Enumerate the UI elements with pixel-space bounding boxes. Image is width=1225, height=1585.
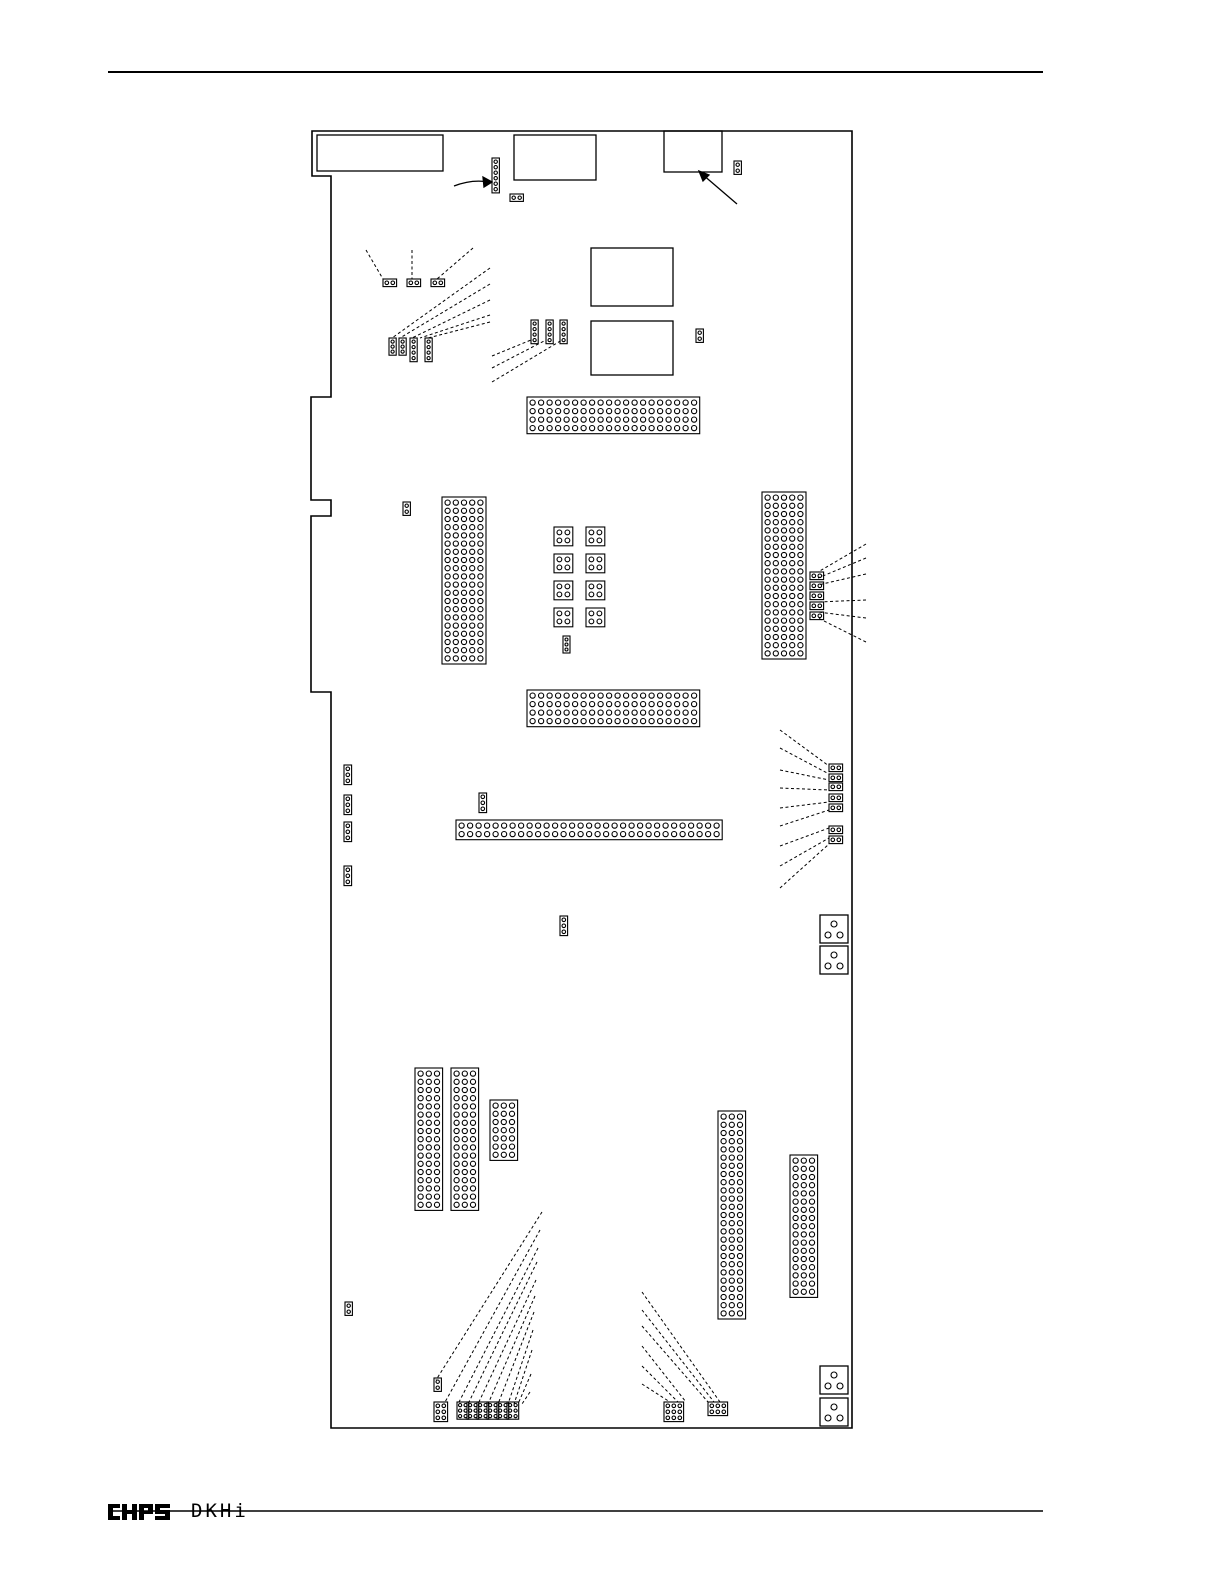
jumper-block-3 — [554, 554, 573, 573]
jumper-bottom-1 — [434, 1402, 448, 1422]
leader-line — [492, 340, 562, 382]
leader-line — [478, 1280, 536, 1404]
connector-bottom-left-a — [415, 1068, 443, 1210]
leader-line — [366, 250, 383, 279]
jumper-block-8 — [586, 608, 605, 627]
jumper-block-2 — [586, 527, 605, 546]
top-chip-b — [664, 131, 722, 172]
jumper-h2 — [407, 279, 421, 287]
leader-line — [818, 574, 866, 585]
leader-line — [780, 802, 829, 808]
chip-upper — [591, 248, 673, 306]
jumper-right-lower-1 — [829, 764, 843, 772]
jumper-left-2 — [344, 795, 352, 815]
pad-hole — [825, 932, 831, 938]
top-chip-a — [514, 135, 596, 180]
jumper-right-lower-6 — [829, 836, 843, 844]
connector-bottom-right-b — [790, 1155, 818, 1297]
jumper-bottom-7 — [507, 1402, 519, 1419]
jumper-left-3 — [344, 822, 352, 842]
jumper-left-4 — [344, 866, 352, 886]
leader-line — [437, 248, 473, 279]
jumper-block-4 — [586, 554, 605, 573]
connector-long-horizontal — [456, 820, 722, 840]
jumper-right-lower-x — [829, 783, 843, 791]
jumper-h3 — [431, 279, 445, 287]
chip-lower — [591, 321, 673, 375]
leader-line — [818, 558, 866, 578]
jumper-h1 — [383, 279, 397, 287]
pad-hole — [831, 1372, 837, 1378]
leader-line — [642, 1292, 720, 1402]
connector-left-vertical — [442, 497, 486, 664]
leader-line — [492, 340, 546, 368]
pad-hole — [825, 1415, 831, 1421]
leader-line — [818, 544, 866, 572]
connector-bottom-right-a — [718, 1111, 746, 1319]
leader-line — [818, 618, 866, 642]
leader-line — [818, 612, 866, 618]
jumper-v7 — [560, 320, 567, 344]
jumper-block-5 — [554, 581, 573, 600]
jumper-center-3pin — [479, 793, 487, 813]
connector-bottom-left-b — [451, 1068, 479, 1210]
leader-line — [780, 770, 829, 780]
leader-line — [518, 1374, 531, 1404]
pad-square-4 — [820, 1398, 848, 1426]
jumper-vertical-top — [492, 158, 499, 193]
jumper-right-upper-2 — [810, 582, 824, 590]
leader-line — [400, 284, 490, 338]
pad-hole — [825, 963, 831, 969]
jumper-small-b — [734, 161, 741, 174]
leader-line — [642, 1310, 714, 1402]
jumper-v2 — [399, 338, 406, 355]
jumper-block-6 — [586, 581, 605, 600]
jumper-bottom-mid — [664, 1402, 684, 1422]
connector-top-horizontal — [527, 397, 700, 434]
pad-hole — [825, 1383, 831, 1389]
pad-hole — [837, 932, 843, 938]
pad-hole — [831, 1404, 837, 1410]
jumper-left-bottom — [345, 1302, 352, 1315]
jumper-right-upper-5 — [810, 612, 824, 620]
leader-line — [492, 340, 531, 356]
jumper-left-1 — [344, 765, 352, 785]
jumper-v1 — [389, 338, 396, 355]
leader-line — [642, 1384, 670, 1402]
leader-line — [468, 1262, 537, 1404]
jumper-v8 — [696, 329, 703, 342]
board-outline — [311, 131, 852, 1428]
jumper-right-lower-2 — [829, 774, 843, 782]
jumper-right-upper-3 — [810, 592, 824, 600]
jumper-v6 — [546, 320, 553, 344]
jumper-v4 — [425, 338, 432, 362]
jumper-right-upper-4 — [810, 602, 824, 610]
pad-square-1 — [820, 915, 848, 943]
jumper-v5 — [531, 320, 538, 344]
connector-right-vertical — [762, 492, 806, 659]
arrow-right — [702, 174, 737, 204]
leader-line — [498, 1312, 534, 1404]
leader-line — [780, 810, 829, 826]
arrowhead-left — [483, 177, 492, 187]
leader-line — [780, 788, 829, 790]
pin-header-layer — [344, 158, 843, 1422]
jumper-v9 — [403, 502, 410, 515]
leader-line — [642, 1366, 678, 1402]
pad-square-3 — [820, 1366, 848, 1394]
jumper-block-1 — [554, 527, 573, 546]
leader-line — [780, 844, 829, 888]
jumper-bottom-right — [708, 1402, 728, 1416]
connector-small-block — [490, 1100, 518, 1160]
jumper-small-a — [510, 194, 523, 201]
pad-hole — [831, 952, 837, 958]
pad-hole — [837, 1415, 843, 1421]
pad-square-2 — [820, 946, 848, 974]
jumper-right-lower-4 — [829, 804, 843, 812]
chps-logo — [108, 1502, 170, 1522]
pad-hole — [837, 1383, 843, 1389]
jumper-center-small — [563, 636, 570, 653]
pad-hole — [831, 921, 837, 927]
connector-mid-horizontal — [527, 690, 700, 727]
leader-line — [522, 1392, 530, 1404]
document-code: DKHi — [191, 1500, 249, 1522]
jumper-right-upper-1 — [810, 572, 824, 580]
top-connector-box — [317, 135, 443, 171]
leader-line — [780, 828, 829, 846]
jumper-right-lower-3 — [829, 794, 843, 802]
jumper-block-7 — [554, 608, 573, 627]
leader-line — [780, 838, 829, 866]
leader-line — [818, 600, 866, 602]
jumper-v3 — [410, 338, 417, 362]
jumper-right-lower-5 — [829, 826, 843, 834]
pad-hole — [837, 963, 843, 969]
leader-line — [436, 1212, 542, 1380]
leader-line — [642, 1346, 686, 1402]
jumper-bottom-small — [434, 1378, 441, 1391]
leader-line — [428, 322, 490, 338]
leader-line — [420, 315, 490, 338]
jumper-lower-3pin — [560, 916, 568, 936]
